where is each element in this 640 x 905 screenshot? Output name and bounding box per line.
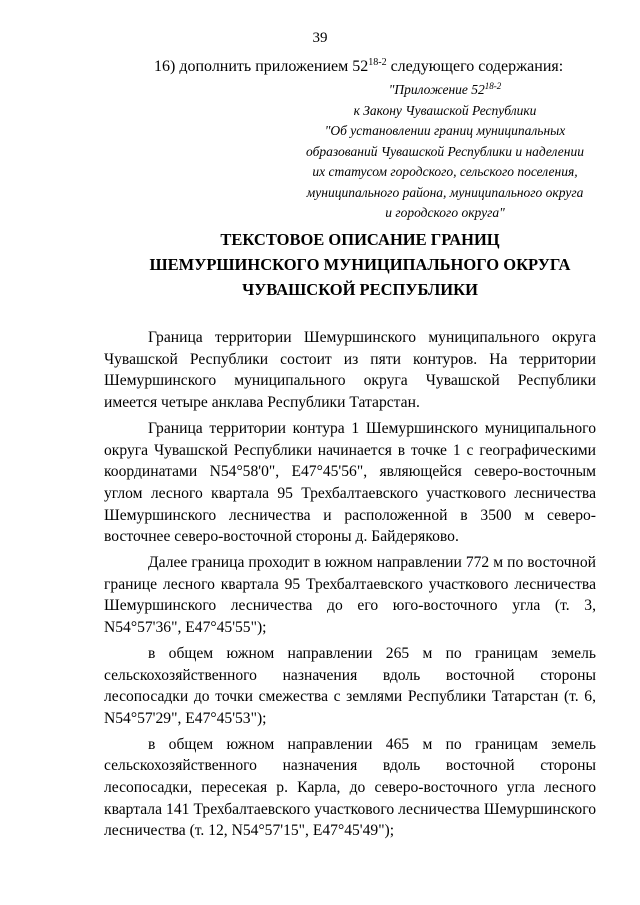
annex-line: "Об установлении границ муниципальных <box>324 123 566 138</box>
annex-header <box>290 80 600 224</box>
annex-line: к Закону Чувашской Республики <box>353 102 537 118</box>
amendment-intro-sup: 18-2 <box>368 57 387 68</box>
document-heading <box>100 227 620 302</box>
annex-line: и городского округа" <box>385 205 505 220</box>
page-number: 39 <box>312 30 328 46</box>
amendment-intro-prefix: 16) дополнить приложением 52 <box>154 58 369 75</box>
annex-line: их статусом городского, сельского поселения, <box>312 164 578 179</box>
annex-title <box>290 80 600 101</box>
annex-line: муниципального района, муниципального округа <box>306 184 584 200</box>
body-paragraph: Далее граница проходит в южном направлении 772 м по восточной границе лесного квартала 95 Трехбалтаевского участкового лесничества Шемуршинского лесничества до его юго-восточного угла (т. 3, N54°57'36", E47°45'55"); <box>104 554 596 637</box>
annex-title-text: "Приложение 52 <box>388 82 485 97</box>
annex-line: образований Чувашской Республики и наделении <box>306 143 584 159</box>
heading-line: ШЕМУРШИНСКОГО МУНИЦИПАЛЬНОГО ОКРУГА <box>149 255 571 274</box>
body-paragraph: в общем южном направлении 265 м по границам земель сельскохозяйственного назначения вдоль восточной стороны лесопосадки до точки смежества с землями Республики Татарстан (т. 6, N54°57'29", E47°45'53"); <box>104 644 596 727</box>
amendment-intro <box>154 58 563 76</box>
heading-line: ТЕКСТОВОЕ ОПИСАНИЕ ГРАНИЦ <box>220 230 500 249</box>
annex-title-sup: 18-2 <box>484 81 502 91</box>
amendment-intro-suffix: следующего содержания: <box>386 58 564 75</box>
body-paragraph: Граница территории контура 1 Шемуршинского муниципального округа Чувашской Республики начинается в точке 1 с географическими координатами N54°58'0", E47°45'56", являющейся северо-восточным углом лесного квартала 95 Трехбалтаевского участкового лесничества Шемуршинского лесничества и расположенной в 3500 м северо-восточнее северо-восточной стороны д. Байдеряково. <box>104 419 596 546</box>
document-body <box>104 327 596 846</box>
body-paragraph: Граница территории Шемуршинского муниципального округа Чувашской Республики состоит из пяти контуров. На территории Шемуршинского муниципального округа Чувашской Республики имеется четыре анклава Республики Татарстан. <box>104 329 596 412</box>
body-paragraph: в общем южном направлении 465 м по границам земель сельскохозяйственного назначения вдоль восточной стороны лесопосадки, пересекая р. Карла, до северо-восточного угла лесного квартала 141 Трехбалтаевского участкового лесничества Шемуршинского лесничества (т. 12, N54°57'15", E47°45'49"); <box>104 735 596 840</box>
heading-line: ЧУВАШСКОЙ РЕСПУБЛИКИ <box>242 280 478 299</box>
